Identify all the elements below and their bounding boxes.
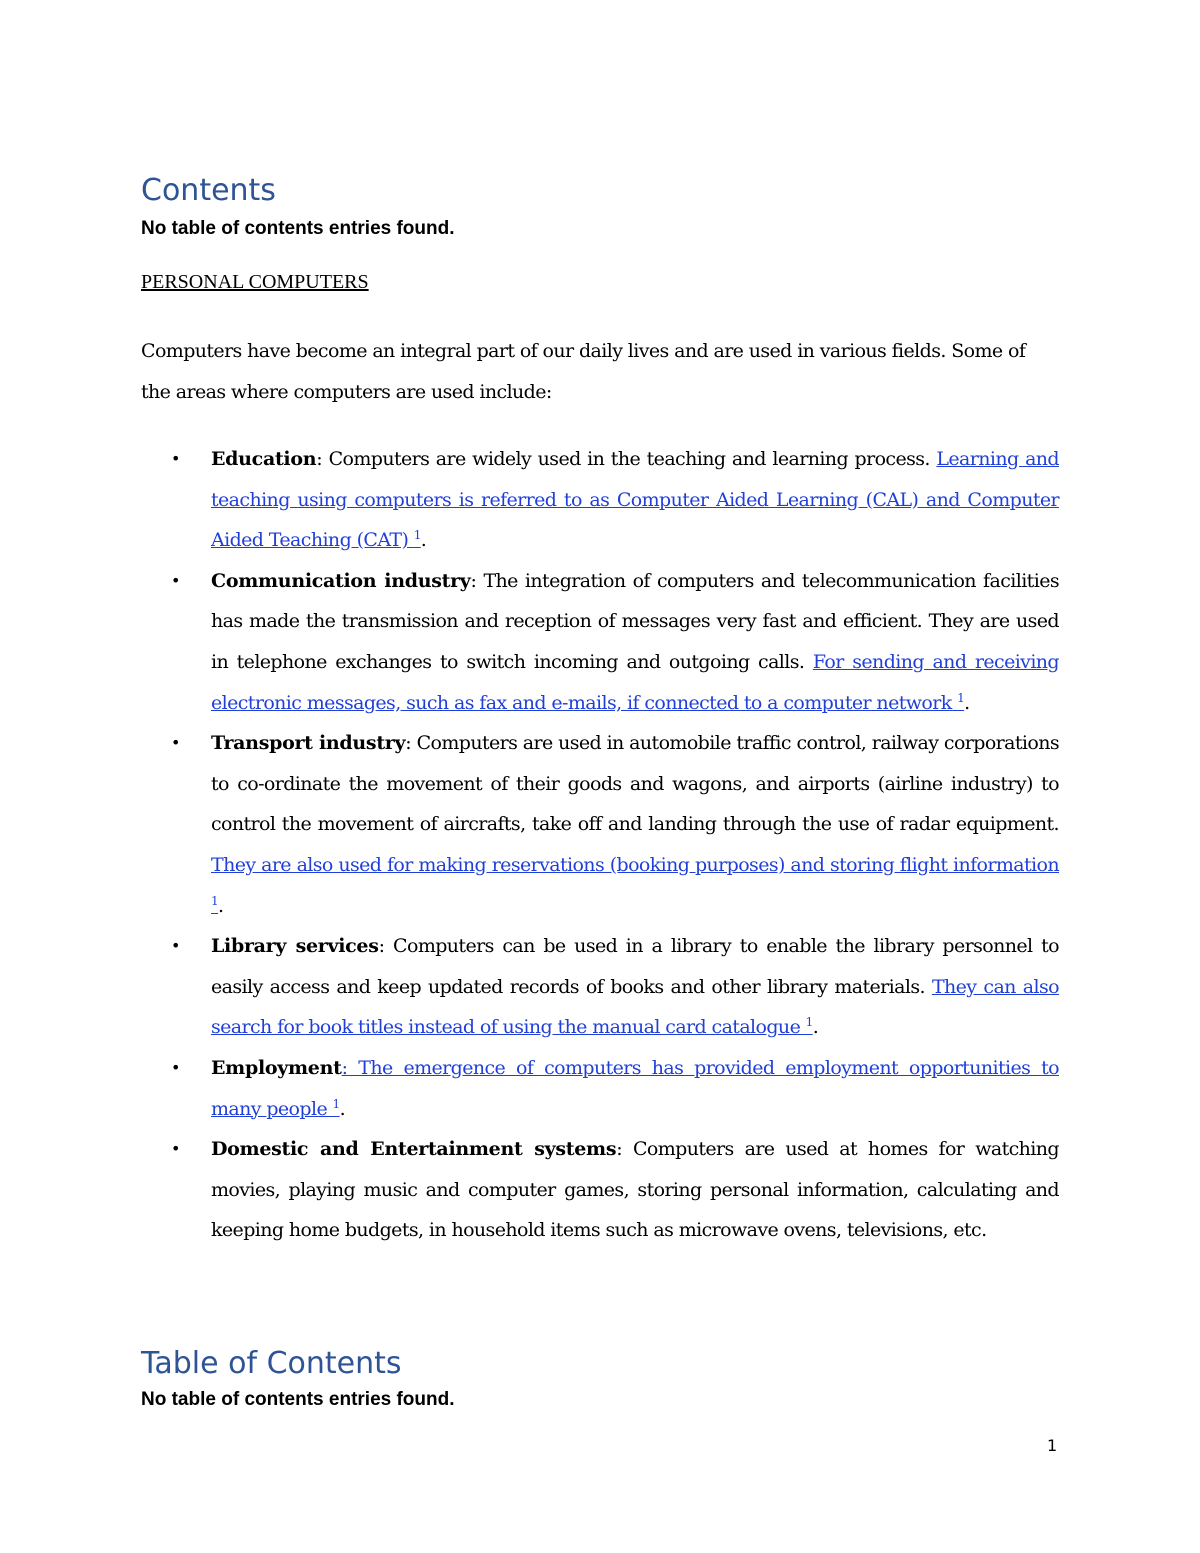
page-number: 1 xyxy=(1047,1436,1058,1455)
citation-reference[interactable]: 1 xyxy=(211,893,219,908)
cited-link-text[interactable]: For sending and receiving electronic messages, such as fax and e-mails, if connected to a computer network xyxy=(211,650,1059,714)
list-item-term: Domestic and Entertainment systems xyxy=(211,1138,617,1161)
list-item-text: Computers are widely used in the teaching and learning process. xyxy=(322,448,937,470)
list-item-text: The integration of computers and telecommunication facilities has made the transmission and reception of messages very fast and efficient. They are used in telephone exchanges to switch incoming and outgoing calls. xyxy=(211,569,1059,673)
bullet-icon: • xyxy=(171,1057,180,1077)
list-item-separator: : xyxy=(316,448,323,470)
list-item-end: . xyxy=(420,529,427,552)
contents-heading: Contents xyxy=(141,173,276,208)
list-item-library xyxy=(141,926,1059,1048)
bullet-icon: • xyxy=(171,936,180,956)
list-item-term: Transport industry xyxy=(211,732,406,755)
table-of-contents-empty-message: No table of contents entries found. xyxy=(141,1389,455,1410)
bullet-icon: • xyxy=(171,449,180,468)
list-item-separator: : xyxy=(405,732,412,755)
list-item-education xyxy=(141,439,1059,561)
list-item-separator: : xyxy=(616,1138,623,1161)
list-item-end: . xyxy=(812,1016,819,1039)
bullet-icon: • xyxy=(171,570,180,590)
list-item-transport xyxy=(141,723,1059,926)
cited-link-text[interactable]: They are also used for making reservations (booking purposes) and storing flight information xyxy=(211,853,1059,876)
contents-empty-message: No table of contents entries found. xyxy=(141,218,455,239)
citation-reference[interactable]: 1 xyxy=(805,1015,813,1030)
citation-reference[interactable]: 1 xyxy=(332,1096,340,1111)
table-of-contents-heading: Table of Contents xyxy=(141,1346,402,1381)
list-item-end: . xyxy=(339,1097,346,1120)
list-item-text: Computers are used in automobile traffic control, railway corporations to co-ordinate the movement of their goods and wagons, and airports (airline industry) to control the movement of aircrafts, take off and landing through the use of radar equipment. xyxy=(211,732,1060,836)
intro-paragraph: Computers have become an integral part of our daily lives and are used in various fields. Some of the areas where computers are used include: xyxy=(141,340,1026,403)
list-item-end: . xyxy=(964,691,970,714)
list-item-communication xyxy=(141,561,1059,723)
usage-areas-list xyxy=(141,439,1059,1251)
citation-reference[interactable]: 1 xyxy=(413,528,421,543)
list-item-separator: : xyxy=(470,569,477,592)
list-item-separator: : xyxy=(378,935,385,958)
cited-link-text[interactable]: Learning and teaching using computers is referred to as Computer Aided Learning (CAL) and Computer Aided Teaching (CAT) xyxy=(211,448,1059,552)
list-item-employment xyxy=(141,1048,1059,1129)
bullet-icon: • xyxy=(171,733,180,753)
cited-link-text[interactable]: They can also search for book titles instead of using the manual card catalogue xyxy=(211,975,1060,1039)
list-item-text: Computers are used at homes for watching movies, playing music and computer games, storing personal information, calculating and keeping home budgets, in household items such as microwave ovens, televisions, etc. xyxy=(211,1138,1059,1242)
list-item-text: Computers can be used in a library to enable the library personnel to easily access and keep updated records of books and other library materials. xyxy=(211,935,1059,998)
section-title: PERSONAL COMPUTERS xyxy=(141,271,369,293)
bullet-icon: • xyxy=(171,1139,180,1159)
list-item-term: Communication industry xyxy=(211,569,471,592)
list-item-term: Education xyxy=(211,448,317,470)
citation-reference[interactable]: 1 xyxy=(957,690,965,705)
list-item-term: Employment xyxy=(211,1056,342,1079)
list-item-domestic xyxy=(141,1129,1059,1251)
list-item-term: Library services xyxy=(211,935,379,958)
cited-link[interactable] xyxy=(211,854,1059,917)
list-item-end: . xyxy=(218,894,224,917)
cited-link-text[interactable]: : The emergence of computers has provided employment opportunities to many people xyxy=(211,1056,1059,1120)
